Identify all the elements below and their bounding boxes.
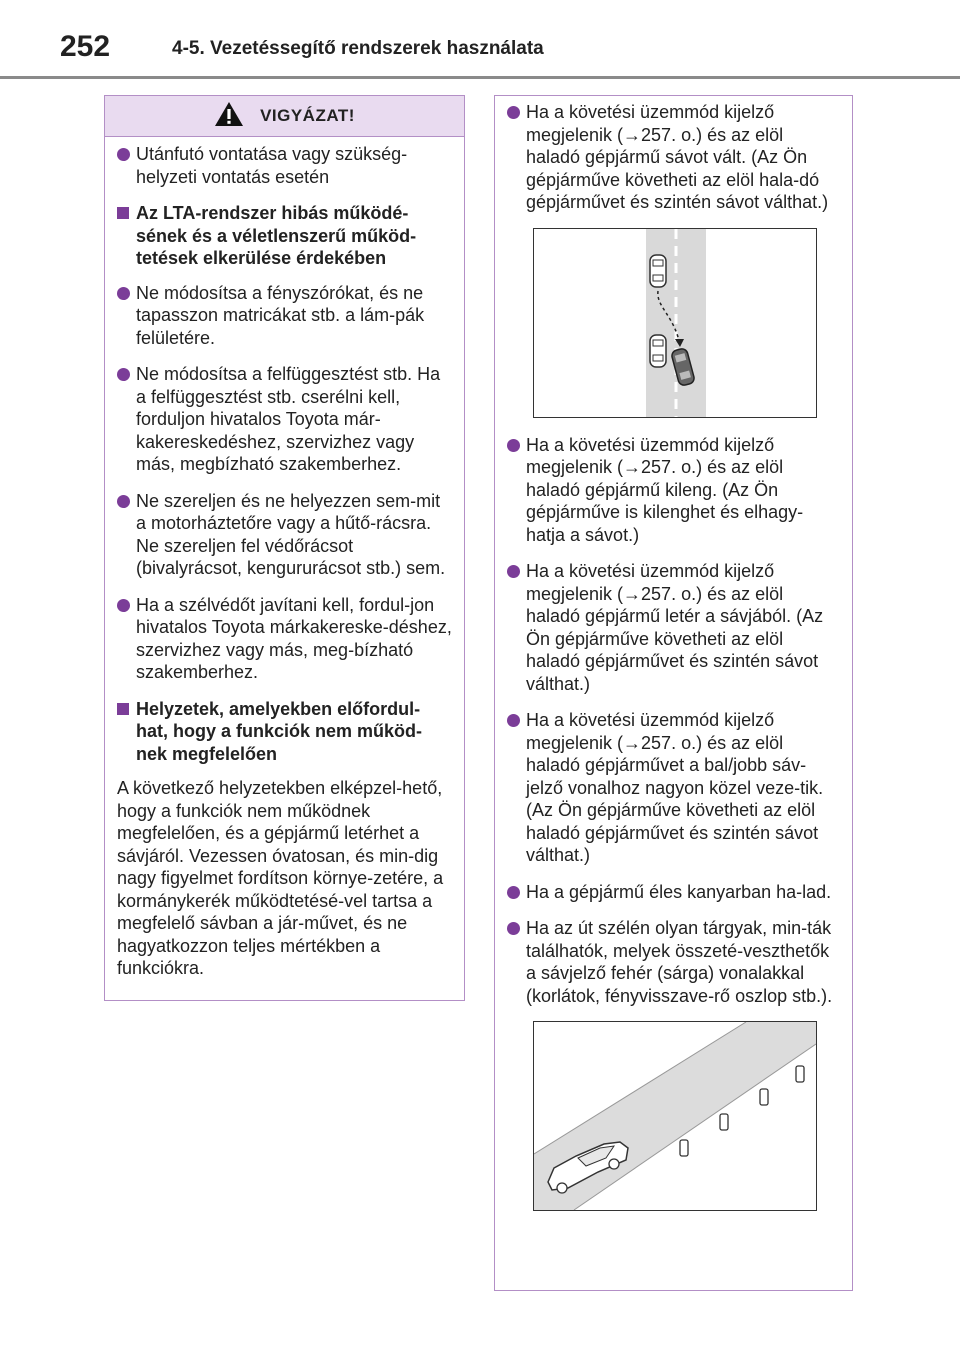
- roadside-posts-illustration: [533, 1021, 817, 1211]
- bullet-roadside-objects: Ha az út szélén olyan tárgyak, min-ták találhatók, melyek összeté-veszthetők a sávjelző fehér (sárga) vonalakkal (korlátok, fényvisszave-rő oszlop stb.).: [507, 917, 840, 1007]
- situations-content: [495, 96, 852, 1211]
- bullet-towing: Utánfutó vontatása vagy szükség-helyzeti vontatás esetén: [117, 143, 452, 188]
- paragraph-situations: A következő helyzetekben elképzel-hető, hogy a funkciók nem működnek megfelelően, és a gépjármű letérhet a sávjáról. Vezessen óvatosan, és min-dig nagy figyelmet fordítson környe-zetére, a kormánykerék működtetésé-vel tartsa a megfelelő sávban a jár-művet, és ne hagyatkozzon teljes mértékben a funkciókra.: [117, 778, 444, 978]
- bullet-headlights: Ne módosítsa a fényszórókat, és ne tapasszon matricákat stb. a lám-pák felületére.: [117, 282, 452, 350]
- bullet-leaves-lane: Ha a követési üzemmód kijelző megjelenik (→257. o.) és az elöl haladó gépjármű letér a sávjából. (Az Ön gépjárműve követheti az elöl haladó gépjárművet és szintén sávot válthat.): [507, 560, 840, 695]
- warning-header: [105, 96, 464, 137]
- situations-panel: [494, 95, 853, 1291]
- heading-lta-malfunction: Az LTA-rendszer hibás működé-sének és a véletlenszerű működ-tetések elkerülése érdekében: [117, 202, 452, 270]
- own-car-icon: [650, 335, 666, 367]
- warning-content: [105, 137, 464, 980]
- bullet-sharp-curve: Ha a gépjármű éles kanyarban ha-lad.: [507, 881, 840, 904]
- header-rule: [0, 76, 960, 79]
- bullet-hood-grille: Ne szereljen és ne helyezzen sem-mit a motorháztetőre vagy a hűtő-rácsra. Ne szereljen fel védőrácsot (bivalyrácsot, kengururácsot stb.) sem.: [117, 490, 452, 580]
- lead-car-icon: [650, 255, 666, 287]
- bullet-close-to-line: Ha a követési üzemmód kijelző megjelenik (→257. o.) és az elöl haladó gépjárművet a bal/jobb sáv-jelző vonalhoz nagyon közel veze-tik. (Az Ön gépjárműve követheti az elöl haladó gépjárművet és szintén sávot válthat.): [507, 709, 840, 867]
- page-number: 252: [60, 30, 111, 63]
- bullet-weaving: Ha a követési üzemmód kijelző megjelenik (→257. o.) és az elöl haladó gépjármű kileng. (Az Ön gépjárműve is kilenghet és elhagy-hatja a sávot.): [507, 434, 840, 547]
- warning-triangle-icon: [214, 101, 244, 132]
- bullet-windshield: Ha a szélvédőt javítani kell, fordul-jon hivatalos Toyota márkakereske-déshez, szervizhez vagy más, meg-bízható szakemberhez.: [117, 594, 452, 684]
- heading-situations: Helyzetek, amelyekben előfordul-hat, hogy a funkciók nem működ-nek megfelelően: [117, 698, 452, 766]
- bullet-suspension: Ne módosítsa a felfüggesztést stb. Ha a felfüggesztést stb. cserélni kell, forduljon hivatalos Toyota már-kakereskedéshez, szervizhez vagy más, megbízható szakemberhez.: [117, 363, 452, 476]
- bullet-lane-change: Ha a követési üzemmód kijelző megjelenik (→257. o.) és az elöl haladó gépjármű sávot vált. (Az Ön gépjárműve követheti az elöl hala-dó gépjárművet és szintén sávot válthat.): [507, 101, 840, 214]
- warning-title: VIGYÁZAT!: [260, 106, 355, 125]
- lane-change-illustration: [533, 228, 817, 418]
- warning-panel: [104, 95, 465, 1001]
- section-title: 4-5. Vezetéssegítő rendszerek használata: [172, 38, 544, 59]
